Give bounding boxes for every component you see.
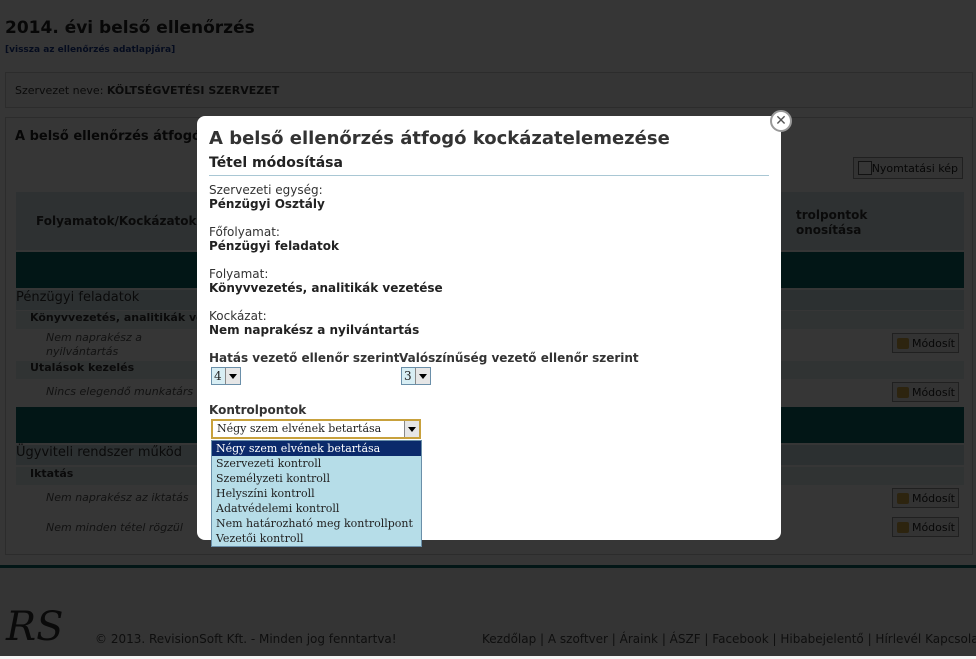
dropdown-option[interactable]: Nem határozható meg kontrollpont	[216, 517, 413, 530]
dropdown-option[interactable]: Szervezeti kontroll	[216, 457, 322, 470]
controls-select[interactable]	[211, 419, 421, 439]
field-label: Kockázat:	[209, 309, 267, 323]
field-value: Pénzügyi feladatok	[209, 239, 339, 253]
close-icon: ✕	[775, 113, 787, 129]
dropdown-option[interactable]: Négy szem elvének betartása	[212, 441, 421, 456]
probability-value: 3	[404, 369, 412, 383]
field-value: Könyvvezetés, analitikák vezetése	[209, 281, 443, 295]
close-modal-button[interactable]	[770, 110, 792, 132]
controls-label: Kontrolpontok	[209, 403, 307, 417]
field-label: Főfolyamat:	[209, 225, 280, 239]
chevron-down-icon[interactable]	[404, 421, 419, 437]
modal-title: A belső ellenőrzés átfogó kockázatelemezése	[209, 128, 670, 149]
chevron-down-icon[interactable]	[225, 368, 240, 384]
process-field	[209, 267, 443, 295]
dropdown-option[interactable]: Helyszíni kontroll	[216, 487, 315, 500]
field-label: Folyamat:	[209, 267, 269, 281]
field-value: Pénzügyi Osztály	[209, 197, 325, 211]
impact-select[interactable]	[211, 367, 241, 385]
controls-selected-value: Négy szem elvének betartása	[217, 422, 382, 435]
modal-subtitle: Tétel módosítása	[209, 155, 769, 176]
probability-select[interactable]	[401, 367, 431, 385]
field-label: Szervezeti egység:	[209, 183, 323, 197]
dropdown-option[interactable]: Vezetői kontroll	[216, 532, 304, 545]
risk-field	[209, 309, 419, 337]
probability-label: Valószínűség vezető ellenőr szerint	[399, 351, 639, 365]
impact-label: Hatás vezető ellenőr szerint	[209, 351, 400, 365]
impact-value: 4	[214, 369, 222, 383]
main-process-field	[209, 225, 339, 253]
dropdown-option[interactable]: Személyzeti kontroll	[216, 472, 330, 485]
controls-dropdown-list	[211, 440, 422, 547]
org-unit-field	[209, 183, 325, 211]
chevron-down-icon[interactable]	[415, 368, 430, 384]
dropdown-option[interactable]: Adatvédelemi kontroll	[216, 502, 340, 515]
field-value: Nem naprakész a nyilvántartás	[209, 323, 420, 337]
